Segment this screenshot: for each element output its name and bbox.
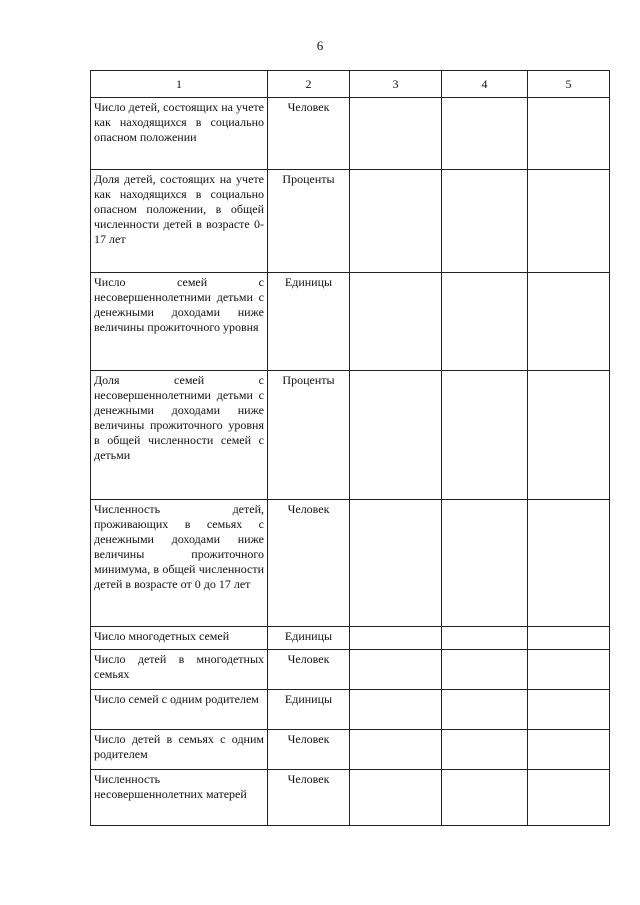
indicators-table	[90, 70, 610, 826]
value-cell-5	[528, 273, 610, 371]
table-row	[91, 627, 610, 650]
column-header-3: 3	[350, 71, 442, 98]
value-cell-4	[442, 690, 528, 730]
value-cell-3	[350, 650, 442, 690]
value-cell-3	[350, 170, 442, 273]
value-cell-3	[350, 627, 442, 650]
table-row	[91, 371, 610, 500]
value-cell-5	[528, 650, 610, 690]
unit-cell: Человек	[268, 770, 350, 826]
value-cell-3	[350, 273, 442, 371]
value-cell-4	[442, 170, 528, 273]
value-cell-4	[442, 500, 528, 627]
table-row	[91, 273, 610, 371]
value-cell-5	[528, 627, 610, 650]
value-cell-4	[442, 98, 528, 170]
value-cell-4	[442, 730, 528, 770]
page-number: 6	[316, 38, 324, 53]
indicator-cell: Доля детей, состоящих на учете как находящихся в социально опасном положении, в общей численности детей в возрасте 0-17 лет	[91, 170, 268, 273]
column-header-1: 1	[91, 71, 268, 98]
value-cell-4	[442, 770, 528, 826]
value-cell-3	[350, 500, 442, 627]
table-row	[91, 170, 610, 273]
indicator-cell: Число детей, состоящих на учете как находящихся в социально опасном положении	[91, 98, 268, 170]
value-cell-4	[442, 371, 528, 500]
unit-cell: Человек	[268, 98, 350, 170]
value-cell-4	[442, 627, 528, 650]
column-header-5: 5	[528, 71, 610, 98]
table-header-row	[91, 71, 610, 98]
table-row	[91, 98, 610, 170]
indicator-cell: Доля семей с несовершеннолетними детьми с денежными доходами ниже величины прожиточного уровня в общей численности семей с детьми	[91, 371, 268, 500]
value-cell-5	[528, 98, 610, 170]
value-cell-5	[528, 371, 610, 500]
table-row	[91, 770, 610, 826]
indicator-cell: Число детей в семьях с одним родителем	[91, 730, 268, 770]
indicator-cell: Число семей с несовершеннолетними детьми с денежными доходами ниже величины прожиточного уровня	[91, 273, 268, 371]
value-cell-5	[528, 500, 610, 627]
unit-cell: Человек	[268, 650, 350, 690]
unit-cell: Единицы	[268, 273, 350, 371]
indicator-cell: Число многодетных семей	[91, 627, 268, 650]
unit-cell: Единицы	[268, 690, 350, 730]
value-cell-3	[350, 371, 442, 500]
table-row	[91, 730, 610, 770]
value-cell-4	[442, 650, 528, 690]
indicator-cell: Число семей с одним родителем	[91, 690, 268, 730]
value-cell-5	[528, 730, 610, 770]
value-cell-5	[528, 770, 610, 826]
column-header-4: 4	[442, 71, 528, 98]
value-cell-4	[442, 273, 528, 371]
value-cell-3	[350, 770, 442, 826]
value-cell-5	[528, 690, 610, 730]
table-row	[91, 650, 610, 690]
table-row	[91, 690, 610, 730]
indicator-cell: Численность детей, проживающих в семьях с денежными доходами ниже величины прожиточного минимума, в общей численности детей в возрасте от 0 до 17 лет	[91, 500, 268, 627]
unit-cell: Единицы	[268, 627, 350, 650]
value-cell-3	[350, 690, 442, 730]
unit-cell: Проценты	[268, 371, 350, 500]
column-header-2: 2	[268, 71, 350, 98]
indicator-cell: Численность несовершеннолетних матерей	[91, 770, 268, 826]
unit-cell: Человек	[268, 500, 350, 627]
value-cell-3	[350, 730, 442, 770]
value-cell-3	[350, 98, 442, 170]
indicator-cell: Число детей в многодетных семьях	[91, 650, 268, 690]
table-row	[91, 500, 610, 627]
unit-cell: Проценты	[268, 170, 350, 273]
unit-cell: Человек	[268, 730, 350, 770]
value-cell-5	[528, 170, 610, 273]
